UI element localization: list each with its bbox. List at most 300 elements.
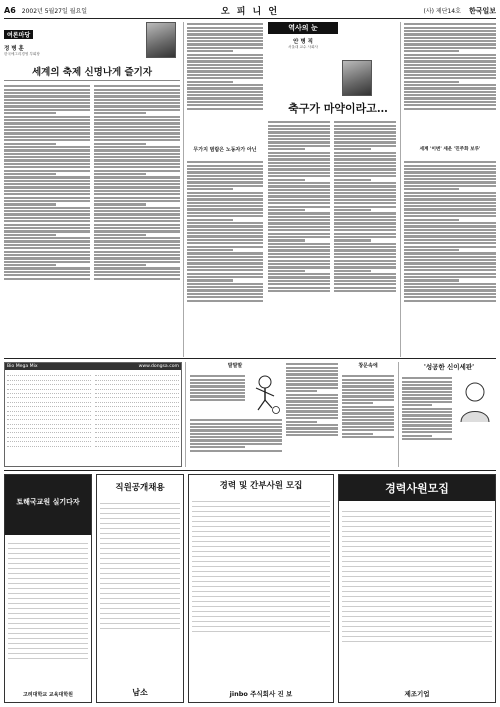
text-line	[94, 251, 180, 253]
ad-footer: jinbo 주식회사 진 보	[229, 690, 293, 698]
advertisement[interactable]	[4, 474, 92, 703]
text-line	[334, 125, 396, 127]
ad-body	[189, 491, 333, 632]
text-line	[94, 126, 180, 128]
article-body	[4, 84, 90, 354]
text-line	[187, 81, 233, 83]
text-line	[4, 183, 90, 185]
text-line	[268, 209, 305, 211]
text-line	[94, 197, 180, 199]
article-body	[286, 362, 338, 464]
text-line	[286, 394, 338, 396]
text-line	[4, 257, 90, 259]
text-line	[268, 273, 330, 275]
text-line	[286, 417, 338, 419]
text-line	[190, 433, 282, 435]
text-line	[404, 165, 496, 167]
text-line	[286, 414, 338, 416]
text-line	[4, 176, 90, 178]
text-line	[4, 237, 90, 239]
text-line	[334, 179, 371, 181]
text-line	[4, 119, 90, 121]
text-line	[94, 237, 180, 239]
text-line	[187, 266, 263, 268]
text-line	[268, 280, 330, 282]
text-line	[404, 195, 496, 197]
text-line	[342, 402, 373, 404]
text-line	[402, 411, 452, 413]
text-line	[187, 171, 263, 173]
text-line	[334, 233, 396, 235]
text-line	[404, 293, 496, 295]
text-line	[268, 243, 330, 245]
text-line	[286, 427, 338, 429]
text-line	[334, 138, 396, 140]
text-line	[4, 139, 90, 141]
text-line	[286, 380, 338, 382]
text-line	[190, 382, 245, 384]
headline: '성공한 신이세판'	[423, 363, 475, 371]
text-line	[268, 199, 330, 201]
text-line	[404, 178, 496, 180]
text-line	[404, 188, 459, 190]
text-line	[187, 108, 263, 110]
text-line	[404, 273, 496, 275]
text-line	[404, 30, 496, 32]
text-line	[334, 192, 396, 194]
text-line	[94, 176, 180, 178]
text-line	[286, 421, 317, 423]
text-line	[268, 287, 330, 289]
text-line	[4, 234, 56, 236]
text-line	[404, 70, 496, 72]
cartoon-label: 말말말	[227, 363, 243, 369]
masthead	[4, 4, 496, 17]
text-line	[187, 64, 263, 66]
text-line	[94, 146, 180, 148]
author-photo	[146, 22, 176, 58]
text-line	[334, 152, 396, 154]
text-line	[404, 222, 496, 224]
text-line	[4, 129, 90, 131]
text-line	[268, 226, 330, 228]
text-line	[404, 225, 496, 227]
text-line	[334, 175, 396, 177]
text-line	[187, 249, 233, 251]
text-line	[190, 429, 282, 431]
text-line	[4, 163, 90, 165]
text-line	[187, 84, 263, 86]
text-line	[187, 235, 263, 237]
text-line	[187, 94, 263, 96]
text-line	[187, 33, 263, 35]
text-line	[334, 222, 396, 224]
text-line	[187, 37, 263, 39]
column-name: 여론마당	[4, 30, 33, 39]
text-line	[404, 252, 496, 254]
ad-title: 직원공개채용	[115, 483, 165, 493]
text-line	[268, 175, 330, 177]
text-line	[94, 244, 180, 246]
text-line	[187, 198, 263, 200]
article-body	[187, 160, 263, 356]
text-line	[94, 89, 180, 91]
text-line	[187, 229, 263, 231]
text-line	[187, 286, 263, 288]
text-line	[187, 97, 263, 99]
column-divider	[400, 22, 401, 357]
text-line	[4, 261, 90, 263]
text-line	[334, 189, 396, 191]
article-body	[342, 374, 394, 464]
advertisement[interactable]	[338, 474, 496, 703]
text-line	[286, 387, 338, 389]
text-line	[404, 296, 496, 298]
text-line	[286, 390, 317, 392]
ad-footer: 고려대학교 교육대학원	[22, 692, 74, 698]
text-line	[187, 161, 263, 163]
table-header-left: Bio Mega Mix	[7, 364, 38, 369]
column-label: 창문속에	[358, 363, 378, 369]
text-line	[187, 300, 263, 302]
text-line	[404, 175, 496, 177]
text-line	[334, 168, 396, 170]
text-line	[268, 172, 330, 174]
text-line	[187, 296, 263, 298]
text-line	[342, 419, 394, 421]
text-line	[268, 216, 330, 218]
text-line	[4, 180, 90, 182]
text-line	[94, 166, 180, 168]
text-line	[94, 234, 146, 236]
text-line	[187, 91, 263, 93]
text-line	[404, 64, 496, 66]
text-line	[342, 406, 394, 408]
text-line	[94, 210, 180, 212]
masthead-rule	[4, 18, 496, 19]
text-line	[402, 431, 452, 433]
text-line	[94, 207, 180, 209]
ad-title: 경력사원모집	[385, 482, 449, 495]
text-line	[187, 289, 263, 291]
text-line	[286, 363, 338, 365]
article-body	[404, 160, 496, 356]
text-line	[286, 397, 338, 399]
text-line	[404, 249, 459, 251]
text-line	[334, 266, 396, 268]
advertisement[interactable]	[96, 474, 184, 703]
text-line	[4, 200, 90, 202]
text-line	[334, 229, 396, 231]
text-line	[94, 105, 180, 107]
author-photo	[342, 60, 372, 96]
subheadline: 무가지 범람은 노동자가 아닌	[193, 147, 257, 153]
text-line	[190, 392, 245, 394]
text-line	[94, 193, 180, 195]
text-line	[404, 104, 496, 106]
article-body	[402, 376, 452, 464]
text-line	[94, 119, 180, 121]
advertisement[interactable]	[188, 474, 334, 703]
text-line	[94, 173, 146, 175]
text-line	[404, 33, 496, 35]
text-line	[94, 92, 180, 94]
text-line	[334, 141, 396, 143]
text-line	[404, 215, 496, 217]
text-line	[94, 271, 180, 273]
text-line	[286, 407, 338, 409]
text-line	[286, 367, 338, 369]
text-line	[4, 85, 90, 87]
text-line	[334, 182, 396, 184]
text-line	[190, 395, 245, 397]
text-line	[334, 202, 396, 204]
text-line	[334, 263, 396, 265]
text-line	[94, 163, 180, 165]
text-line	[268, 263, 330, 265]
text-line	[94, 267, 180, 269]
text-line	[94, 129, 180, 131]
text-line	[187, 256, 263, 258]
column-name: 역사의 눈	[268, 22, 338, 34]
headline: 세계의 축제 신명나게 즐기자	[31, 67, 153, 78]
text-line	[342, 429, 394, 431]
text-line	[4, 173, 56, 175]
text-line	[94, 264, 146, 266]
text-line	[94, 200, 180, 202]
text-line	[268, 195, 330, 197]
text-line	[4, 227, 90, 229]
text-line	[342, 375, 394, 377]
text-line	[187, 27, 263, 29]
text-line	[402, 418, 452, 420]
text-line	[402, 424, 452, 426]
text-line	[4, 159, 90, 161]
text-line	[190, 389, 245, 391]
text-line	[4, 95, 90, 97]
text-line	[187, 74, 263, 76]
text-line	[4, 122, 90, 124]
text-line	[334, 283, 396, 285]
text-line	[94, 261, 180, 263]
text-line	[342, 385, 394, 387]
text-line	[402, 414, 452, 416]
text-line	[404, 283, 496, 285]
article-body	[190, 418, 282, 464]
text-line	[268, 135, 330, 137]
text-line	[187, 246, 263, 248]
text-line	[94, 180, 180, 182]
text-line	[334, 209, 371, 211]
text-line	[404, 219, 459, 221]
text-line	[286, 410, 338, 412]
text-line	[268, 202, 330, 204]
text-line	[286, 373, 338, 375]
section-title: 오 피 니 언	[220, 7, 280, 17]
text-line	[334, 226, 396, 228]
text-line	[4, 89, 90, 91]
text-line	[187, 195, 263, 197]
text-line	[4, 109, 90, 111]
text-line	[187, 259, 263, 261]
text-line	[268, 229, 330, 231]
soccer-player-icon	[248, 374, 282, 414]
ad-body	[97, 493, 183, 629]
text-line	[268, 253, 330, 255]
text-line	[4, 116, 90, 118]
text-line	[334, 121, 396, 123]
cartoon-caption	[190, 374, 245, 414]
text-line	[268, 249, 330, 251]
text-line	[402, 381, 452, 383]
text-line	[404, 97, 496, 99]
text-line	[268, 121, 330, 123]
text-line	[4, 186, 90, 188]
text-line	[4, 132, 90, 134]
text-line	[342, 389, 394, 391]
text-line	[94, 220, 180, 222]
listing-table	[4, 362, 182, 467]
text-line	[334, 131, 396, 133]
text-line	[4, 274, 90, 276]
text-line	[334, 273, 396, 275]
text-line	[187, 262, 263, 264]
text-line	[190, 436, 282, 438]
text-line	[268, 239, 305, 241]
text-line	[286, 400, 338, 402]
text-line	[334, 253, 396, 255]
paper-logo: 한국일보	[468, 5, 496, 15]
text-line	[404, 205, 496, 207]
text-line	[187, 252, 263, 254]
text-line	[404, 242, 496, 244]
text-line	[268, 283, 330, 285]
text-line	[187, 178, 263, 180]
ad-title: 토해국교원 실기다자	[16, 498, 80, 506]
text-line	[342, 426, 394, 428]
byline-sub: 한국에그리경영 부회장	[4, 52, 40, 56]
text-line	[402, 391, 452, 393]
text-line	[404, 279, 459, 281]
text-line	[404, 50, 459, 52]
article-body	[334, 120, 396, 356]
text-line	[404, 94, 496, 96]
text-line	[402, 394, 452, 396]
table-header-right: www.dongsa.com	[138, 364, 179, 369]
text-line	[94, 240, 180, 242]
text-line	[190, 379, 245, 381]
text-line	[94, 190, 180, 192]
text-line	[187, 192, 263, 194]
text-line	[4, 230, 90, 232]
text-line	[342, 382, 394, 384]
text-line	[4, 193, 90, 195]
text-line	[4, 251, 90, 253]
text-line	[404, 74, 496, 76]
text-line	[334, 145, 396, 147]
text-line	[342, 433, 373, 435]
text-line	[94, 143, 146, 145]
text-line	[402, 428, 452, 430]
text-line	[187, 175, 263, 177]
text-line	[187, 212, 263, 214]
text-line	[334, 270, 371, 272]
text-line	[187, 279, 233, 281]
column-divider	[398, 362, 399, 467]
text-line	[286, 404, 338, 406]
text-line	[402, 421, 452, 423]
text-line	[342, 409, 394, 411]
text-line	[187, 77, 263, 79]
text-line	[4, 149, 90, 151]
text-line	[268, 192, 330, 194]
text-line	[268, 128, 330, 130]
article-body	[268, 120, 330, 356]
text-line	[404, 286, 496, 288]
text-line	[286, 431, 338, 433]
text-line	[94, 112, 146, 114]
text-line	[187, 269, 263, 271]
text-line	[404, 57, 496, 59]
text-line	[334, 260, 396, 262]
text-line	[4, 197, 90, 199]
text-line	[187, 239, 263, 241]
text-line	[404, 54, 496, 56]
text-line	[404, 185, 496, 187]
text-line	[404, 289, 496, 291]
text-line	[404, 276, 496, 278]
text-line	[334, 165, 396, 167]
text-line	[402, 401, 452, 403]
text-line	[404, 87, 496, 89]
text-line	[190, 385, 245, 387]
text-line	[334, 212, 396, 214]
text-line	[268, 256, 330, 258]
portrait-illustration	[455, 378, 495, 422]
text-line	[404, 198, 496, 200]
text-line	[190, 375, 245, 377]
text-line	[94, 274, 180, 276]
text-line	[286, 383, 338, 385]
text-line	[94, 153, 180, 155]
article-body	[187, 22, 263, 142]
text-line	[4, 112, 56, 114]
text-line	[94, 183, 180, 185]
text-line	[334, 280, 396, 282]
text-line	[187, 60, 263, 62]
ad-footer: 제조기업	[404, 690, 430, 698]
text-line	[94, 95, 180, 97]
text-line	[334, 148, 371, 150]
text-line	[404, 300, 496, 302]
text-line	[402, 404, 432, 406]
text-line	[268, 152, 330, 154]
text-line	[404, 81, 459, 83]
text-line	[334, 246, 396, 248]
text-line	[404, 168, 496, 170]
text-line	[268, 145, 330, 147]
text-line	[187, 50, 233, 52]
text-line	[187, 208, 263, 210]
text-line	[334, 128, 396, 130]
text-line	[404, 239, 496, 241]
text-line	[4, 213, 90, 215]
text-line	[4, 136, 90, 138]
text-line	[4, 99, 90, 101]
text-line	[4, 102, 90, 104]
text-line	[187, 67, 263, 69]
text-line	[187, 101, 263, 103]
